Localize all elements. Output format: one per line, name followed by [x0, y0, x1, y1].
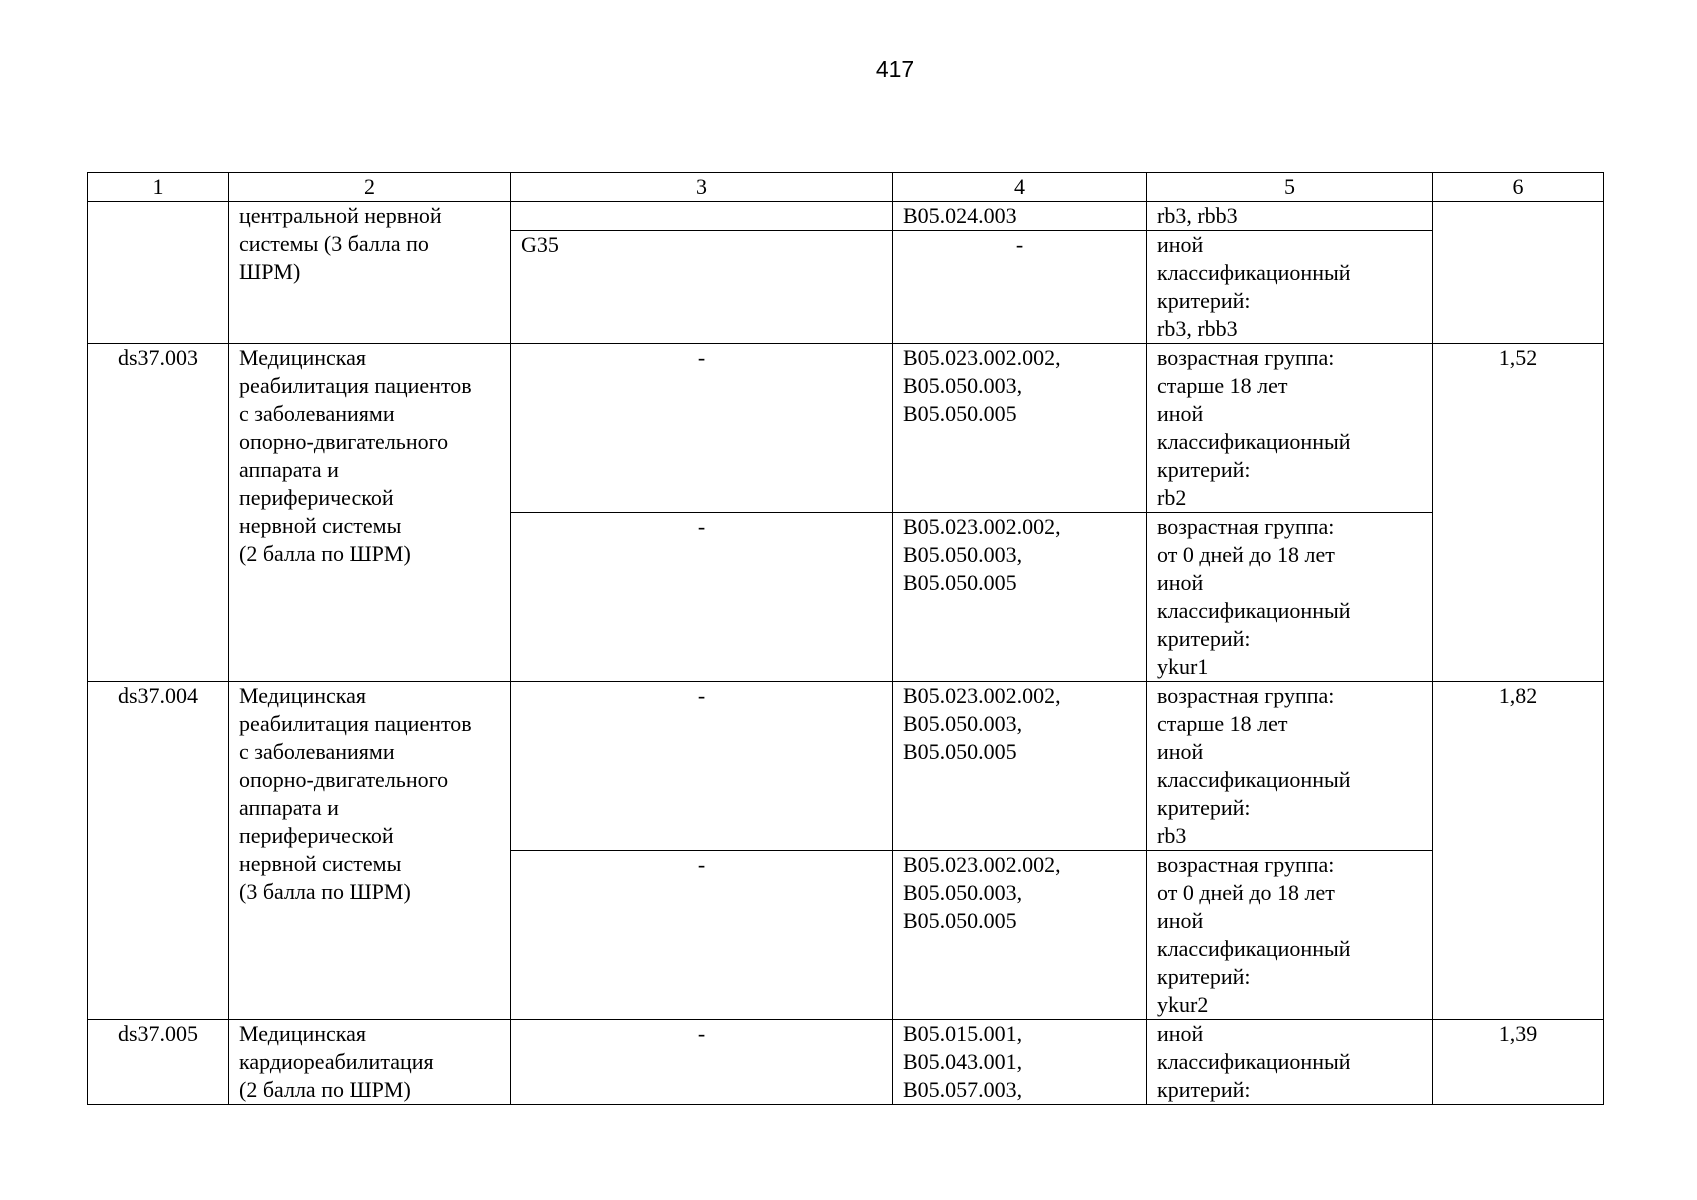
header-cell: 4 [893, 173, 1147, 202]
criteria-cell: иной классификационный критерий: rb3, rbb3 [1147, 231, 1433, 344]
criteria-cell: иной классификационный критерий: [1147, 1020, 1433, 1105]
header-cell: 1 [88, 173, 229, 202]
service-cell: B05.023.002.002, B05.050.003, B05.050.005 [893, 344, 1147, 513]
coef-cell: 1,39 [1433, 1020, 1604, 1105]
diagnosis-cell: - [511, 513, 893, 682]
diagnosis-cell: - [511, 682, 893, 851]
header-cell: 6 [1433, 173, 1604, 202]
header-row [88, 173, 1604, 202]
service-cell: B05.023.002.002, B05.050.003, B05.050.005 [893, 513, 1147, 682]
table-row [88, 1020, 1604, 1105]
criteria-cell: возрастная группа: старше 18 лет иной классификационный критерий: rb2 [1147, 344, 1433, 513]
service-cell: B05.015.001, B05.043.001, B05.057.003, [893, 1020, 1147, 1105]
coef-cell: 1,82 [1433, 682, 1604, 1020]
coef-cell [1433, 202, 1604, 344]
service-cell: B05.024.003 [893, 202, 1147, 231]
header-cell: 3 [511, 173, 893, 202]
tariff-table [87, 172, 1604, 1105]
name-cell: Медицинская кардиореабилитация (2 балла по ШРМ) [229, 1020, 511, 1105]
diagnosis-cell: - [511, 344, 893, 513]
service-cell: B05.023.002.002, B05.050.003, B05.050.005 [893, 851, 1147, 1020]
name-cell: Медицинская реабилитация пациентов с заболеваниями опорно-двигательного аппарата и периферической нервной системы (3 балла по ШРМ) [229, 682, 511, 1020]
criteria-cell: возрастная группа: старше 18 лет иной классификационный критерий: rb3 [1147, 682, 1433, 851]
diagnosis-cell: G35 [511, 231, 893, 344]
code-cell: ds37.003 [88, 344, 229, 682]
code-cell [88, 202, 229, 344]
code-cell: ds37.005 [88, 1020, 229, 1105]
service-cell: - [893, 231, 1147, 344]
header-cell: 2 [229, 173, 511, 202]
table-row [88, 202, 1604, 231]
name-cell: центральной нервной системы (3 балла по ШРМ) [229, 202, 511, 344]
table-row [88, 682, 1604, 851]
header-cell: 5 [1147, 173, 1433, 202]
code-cell: ds37.004 [88, 682, 229, 1020]
diagnosis-cell: - [511, 851, 893, 1020]
name-cell: Медицинская реабилитация пациентов с заболеваниями опорно-двигательного аппарата и периферической нервной системы (2 балла по ШРМ) [229, 344, 511, 682]
page-number: 417 [875, 56, 915, 82]
service-cell: B05.023.002.002, B05.050.003, B05.050.005 [893, 682, 1147, 851]
coef-cell: 1,52 [1433, 344, 1604, 682]
criteria-cell: rb3, rbb3 [1147, 202, 1433, 231]
table-row [88, 344, 1604, 513]
criteria-cell: возрастная группа: от 0 дней до 18 лет иной классификационный критерий: ykur1 [1147, 513, 1433, 682]
diagnosis-cell [511, 202, 893, 231]
diagnosis-cell: - [511, 1020, 893, 1105]
criteria-cell: возрастная группа: от 0 дней до 18 лет иной классификационный критерий: ykur2 [1147, 851, 1433, 1020]
